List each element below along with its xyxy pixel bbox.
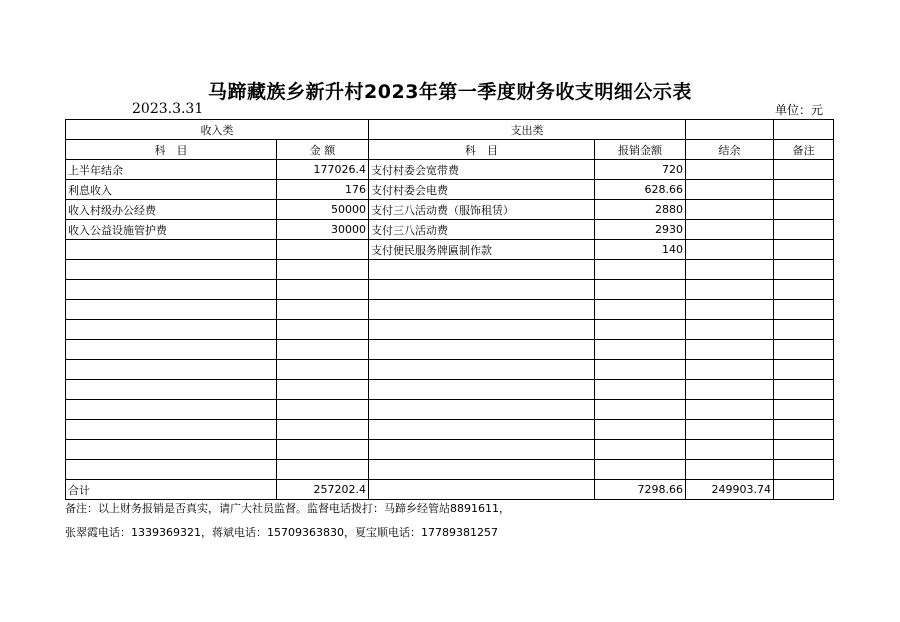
remark-cell bbox=[774, 320, 834, 340]
remark-cell bbox=[774, 260, 834, 280]
remark-cell bbox=[774, 280, 834, 300]
totals-expense-amount: 7298.66 bbox=[595, 480, 686, 500]
income-amount-cell bbox=[277, 400, 369, 420]
income-item-cell: 收入村级办公经费 bbox=[66, 200, 277, 220]
totals-row bbox=[66, 480, 834, 500]
totals-expense-item bbox=[369, 480, 595, 500]
table-row bbox=[66, 340, 834, 360]
remark-cell bbox=[774, 220, 834, 240]
balance-cell bbox=[686, 400, 774, 420]
table-row bbox=[66, 300, 834, 320]
expense-item-cell bbox=[369, 360, 595, 380]
remark-cell bbox=[774, 240, 834, 260]
totals-remark bbox=[774, 480, 834, 500]
income-amount-cell bbox=[277, 320, 369, 340]
income-item-cell bbox=[66, 340, 277, 360]
expense-item-cell bbox=[369, 320, 595, 340]
income-amount-header: 金 额 bbox=[277, 140, 369, 160]
expense-amount-cell bbox=[595, 460, 686, 480]
balance-cell bbox=[686, 460, 774, 480]
expense-amount-cell bbox=[595, 300, 686, 320]
balance-cell bbox=[686, 360, 774, 380]
expense-item-cell: 支付村委会宽带费 bbox=[369, 160, 595, 180]
income-item-cell bbox=[66, 260, 277, 280]
expense-item-cell: 支付三八活动费（服饰租赁） bbox=[369, 200, 595, 220]
balance-header: 结余 bbox=[686, 140, 774, 160]
expense-item-cell: 支付三八活动费 bbox=[369, 220, 595, 240]
expense-amount-cell: 2930 bbox=[595, 220, 686, 240]
remark-cell bbox=[774, 440, 834, 460]
income-item-header: 科 目 bbox=[66, 140, 277, 160]
table-row bbox=[66, 160, 834, 180]
balance-cell bbox=[686, 260, 774, 280]
expense-item-cell bbox=[369, 340, 595, 360]
table-row bbox=[66, 380, 834, 400]
table-row bbox=[66, 360, 834, 380]
remark-header: 备注 bbox=[774, 140, 834, 160]
totals-balance: 249903.74 bbox=[686, 480, 774, 500]
expense-amount-cell bbox=[595, 420, 686, 440]
expense-group-header: 支出类 bbox=[369, 120, 686, 140]
totals-income-amount: 257202.4 bbox=[277, 480, 369, 500]
table-row bbox=[66, 320, 834, 340]
table-row bbox=[66, 460, 834, 480]
expense-amount-cell bbox=[595, 360, 686, 380]
expense-item-cell: 支付便民服务牌匾制作款 bbox=[369, 240, 595, 260]
income-item-cell bbox=[66, 460, 277, 480]
table-row bbox=[66, 280, 834, 300]
remark-cell bbox=[774, 360, 834, 380]
balance-cell bbox=[686, 440, 774, 460]
income-group-header: 收入类 bbox=[66, 120, 369, 140]
table-row bbox=[66, 240, 834, 260]
expense-item-cell bbox=[369, 460, 595, 480]
income-amount-cell: 177026.4 bbox=[277, 160, 369, 180]
expense-amount-cell bbox=[595, 280, 686, 300]
income-amount-cell bbox=[277, 260, 369, 280]
expense-amount-cell bbox=[595, 260, 686, 280]
expense-amount-cell bbox=[595, 380, 686, 400]
income-amount-cell bbox=[277, 380, 369, 400]
expense-amount-cell: 628.66 bbox=[595, 180, 686, 200]
remark-cell bbox=[774, 460, 834, 480]
balance-cell bbox=[686, 340, 774, 360]
remark-cell bbox=[774, 180, 834, 200]
expense-item-cell bbox=[369, 300, 595, 320]
expense-item-header: 科 目 bbox=[369, 140, 595, 160]
income-amount-cell bbox=[277, 360, 369, 380]
empty-cell bbox=[686, 120, 774, 140]
expense-item-cell bbox=[369, 400, 595, 420]
expense-amount-cell bbox=[595, 340, 686, 360]
income-amount-cell bbox=[277, 340, 369, 360]
expense-item-cell bbox=[369, 380, 595, 400]
expense-amount-cell bbox=[595, 440, 686, 460]
table-row bbox=[66, 220, 834, 240]
income-amount-cell bbox=[277, 420, 369, 440]
income-item-cell: 利息收入 bbox=[66, 180, 277, 200]
balance-cell bbox=[686, 420, 774, 440]
balance-cell bbox=[686, 220, 774, 240]
balance-cell bbox=[686, 320, 774, 340]
balance-cell bbox=[686, 180, 774, 200]
income-item-cell bbox=[66, 420, 277, 440]
income-item-cell bbox=[66, 300, 277, 320]
table-row bbox=[66, 180, 834, 200]
totals-label: 合计 bbox=[66, 480, 277, 500]
expense-amount-header: 报销金额 bbox=[595, 140, 686, 160]
income-item-cell bbox=[66, 400, 277, 420]
note-line-2: 张翠霞电话：1339369321，蒋斌电话：15709363830，夏宝顺电话：17789381257 bbox=[65, 526, 498, 539]
income-item-cell bbox=[66, 240, 277, 260]
table-row bbox=[66, 200, 834, 220]
expense-amount-cell bbox=[595, 400, 686, 420]
expense-amount-cell: 140 bbox=[595, 240, 686, 260]
income-item-cell bbox=[66, 380, 277, 400]
report-date: 2023.3.31 bbox=[132, 101, 204, 117]
table-row bbox=[66, 420, 834, 440]
currency-unit: 单位：元 bbox=[775, 103, 824, 117]
balance-cell bbox=[686, 200, 774, 220]
income-amount-cell bbox=[277, 300, 369, 320]
income-item-cell bbox=[66, 360, 277, 380]
balance-cell bbox=[686, 240, 774, 260]
income-amount-cell: 176 bbox=[277, 180, 369, 200]
table-row bbox=[66, 260, 834, 280]
expense-amount-cell: 2880 bbox=[595, 200, 686, 220]
remark-cell bbox=[774, 160, 834, 180]
column-header-row bbox=[66, 140, 834, 160]
income-amount-cell bbox=[277, 240, 369, 260]
expense-amount-cell bbox=[595, 320, 686, 340]
remark-cell bbox=[774, 200, 834, 220]
balance-cell bbox=[686, 380, 774, 400]
remark-cell bbox=[774, 380, 834, 400]
expense-amount-cell: 720 bbox=[595, 160, 686, 180]
page-title: 马蹄藏族乡新升村2023年第一季度财务收支明细公示表 bbox=[208, 81, 692, 103]
income-item-cell: 收入公益设施管护费 bbox=[66, 220, 277, 240]
group-header-row bbox=[66, 120, 834, 140]
expense-item-cell bbox=[369, 260, 595, 280]
expense-item-cell bbox=[369, 420, 595, 440]
balance-cell bbox=[686, 300, 774, 320]
income-amount-cell: 50000 bbox=[277, 200, 369, 220]
income-item-cell bbox=[66, 320, 277, 340]
remark-cell bbox=[774, 340, 834, 360]
income-amount-cell bbox=[277, 440, 369, 460]
income-amount-cell bbox=[277, 460, 369, 480]
income-amount-cell bbox=[277, 280, 369, 300]
income-item-cell: 上半年结余 bbox=[66, 160, 277, 180]
income-amount-cell: 30000 bbox=[277, 220, 369, 240]
finance-table bbox=[65, 119, 834, 500]
table-row bbox=[66, 440, 834, 460]
expense-item-cell bbox=[369, 280, 595, 300]
balance-cell bbox=[686, 280, 774, 300]
remark-cell bbox=[774, 420, 834, 440]
balance-cell bbox=[686, 160, 774, 180]
table-row bbox=[66, 400, 834, 420]
note-line-1: 备注：以上财务报销是否真实，请广大社员监督。监督电话拨打：马蹄乡经管站8891611， bbox=[65, 502, 510, 515]
expense-item-cell: 支付村委会电费 bbox=[369, 180, 595, 200]
empty-cell bbox=[774, 120, 834, 140]
income-item-cell bbox=[66, 440, 277, 460]
remark-cell bbox=[774, 300, 834, 320]
remark-cell bbox=[774, 400, 834, 420]
expense-item-cell bbox=[369, 440, 595, 460]
income-item-cell bbox=[66, 280, 277, 300]
